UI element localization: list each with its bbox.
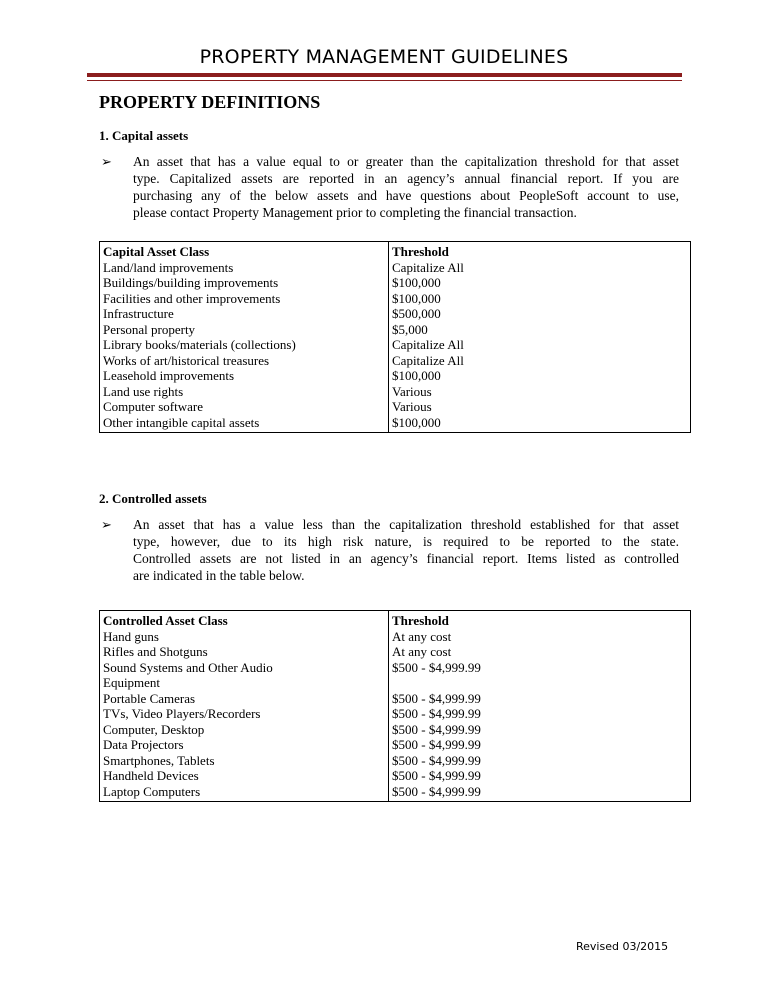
header-rule-thick bbox=[87, 73, 682, 77]
asset-class-cell: Smartphones, Tablets bbox=[103, 752, 215, 768]
bullet-capital-assets bbox=[99, 153, 679, 221]
threshold-cell: $500,000 bbox=[392, 306, 441, 321]
threshold-cell: $500 - $4,999.99 bbox=[392, 768, 481, 783]
bullet-text-line: An asset that has a value equal to or greater than the capitalization threshold for that asset bbox=[133, 154, 679, 169]
threshold-cell: $500 - $4,999.99 bbox=[392, 659, 481, 675]
asset-class-cell: Leasehold improvements bbox=[103, 368, 235, 383]
bullet-text-line: An asset that has a value less than the capitalization threshold established for that asset bbox=[133, 517, 679, 532]
page-title: PROPERTY DEFINITIONS bbox=[99, 92, 321, 112]
asset-class-cell: Laptop Computers bbox=[103, 783, 201, 799]
asset-class-cell: Buildings/building improvements bbox=[103, 275, 279, 290]
threshold-cell: Capitalize All bbox=[392, 259, 464, 275]
bullet-text-line: Controlled assets are not listed in an agency’s financial report. Items listed as controlled bbox=[133, 551, 679, 566]
section-heading-controlled-assets: 2. Controlled assets bbox=[99, 491, 207, 506]
threshold-cell: Capitalize All bbox=[392, 352, 464, 368]
capital-asset-threshold-column bbox=[389, 242, 691, 433]
asset-class-cell: Land use rights bbox=[103, 383, 184, 399]
threshold-cell bbox=[392, 675, 686, 691]
controlled-asset-class-column bbox=[100, 611, 389, 802]
capital-asset-class-column bbox=[100, 242, 389, 433]
asset-class-cell: Sound Systems and Other Audio bbox=[103, 659, 273, 675]
controlled-asset-threshold-column bbox=[389, 611, 691, 802]
asset-class-cell: Portable Cameras bbox=[103, 690, 196, 706]
asset-class-cell: Hand guns bbox=[103, 628, 159, 644]
asset-class-cell: Other intangible capital assets bbox=[103, 414, 260, 430]
threshold-cell: At any cost bbox=[392, 644, 452, 659]
bullet-text-line: please contact Property Management prior to completing the financial transaction. bbox=[133, 205, 577, 220]
capital-asset-table bbox=[99, 241, 691, 433]
threshold-cell: At any cost bbox=[392, 628, 452, 644]
page-header-title: PROPERTY MANAGEMENT GUIDELINES bbox=[199, 46, 569, 68]
threshold-cell: $500 - $4,999.99 bbox=[392, 706, 481, 721]
controlled-asset-table bbox=[99, 610, 691, 802]
asset-class-cell: Land/land improvements bbox=[103, 259, 234, 275]
threshold-cell: $100,000 bbox=[392, 290, 441, 306]
asset-class-cell: Equipment bbox=[103, 675, 161, 690]
threshold-cell: $100,000 bbox=[392, 414, 441, 430]
threshold-cell: $500 - $4,999.99 bbox=[392, 783, 481, 799]
bullet-controlled-assets bbox=[99, 516, 679, 584]
asset-class-cell: Computer, Desktop bbox=[103, 721, 205, 737]
threshold-cell: $500 - $4,999.99 bbox=[392, 721, 481, 737]
asset-class-cell: Handheld Devices bbox=[103, 768, 199, 783]
asset-class-cell: Computer software bbox=[103, 399, 204, 414]
asset-class-cell: Facilities and other improvements bbox=[103, 290, 281, 306]
arrow-bullet-icon: ➢ bbox=[101, 517, 112, 532]
threshold-cell: $5,000 bbox=[392, 321, 428, 337]
column-header: Threshold bbox=[392, 244, 449, 259]
bullet-text-line: purchasing any of the below assets and have questions about PeopleSoft account to use, bbox=[133, 188, 679, 203]
threshold-cell: $500 - $4,999.99 bbox=[392, 752, 481, 768]
column-header: Threshold bbox=[392, 613, 449, 628]
arrow-bullet-icon: ➢ bbox=[101, 154, 112, 169]
asset-class-cell: Rifles and Shotguns bbox=[103, 644, 208, 659]
column-header: Controlled Asset Class bbox=[103, 613, 228, 628]
asset-class-cell: TVs, Video Players/Recorders bbox=[103, 706, 261, 721]
revised-date: Revised 03/2015 bbox=[576, 940, 669, 953]
threshold-cell: Various bbox=[392, 399, 432, 414]
threshold-cell: $500 - $4,999.99 bbox=[392, 690, 481, 706]
asset-class-cell: Infrastructure bbox=[103, 306, 174, 321]
threshold-cell: Capitalize All bbox=[392, 337, 464, 352]
section-heading-capital-assets: 1. Capital assets bbox=[99, 128, 189, 143]
asset-class-cell: Library books/materials (collections) bbox=[103, 337, 296, 352]
column-header: Capital Asset Class bbox=[103, 244, 210, 259]
asset-class-cell: Data Projectors bbox=[103, 737, 184, 752]
threshold-cell: Various bbox=[392, 383, 432, 399]
bullet-text-line: type. Capitalized assets are reported in an agency’s annual financial report. If you are bbox=[133, 171, 679, 186]
asset-class-cell: Personal property bbox=[103, 321, 196, 337]
threshold-cell: $100,000 bbox=[392, 368, 441, 383]
asset-class-cell: Works of art/historical treasures bbox=[103, 352, 270, 368]
header-rule-thin bbox=[87, 80, 682, 81]
threshold-cell: $500 - $4,999.99 bbox=[392, 737, 481, 752]
bullet-text-line: type, however, due to its high risk nature, is required to be reported to the state. bbox=[133, 534, 679, 549]
threshold-cell: $100,000 bbox=[392, 275, 441, 290]
bullet-text-line: are indicated in the table below. bbox=[133, 568, 305, 583]
